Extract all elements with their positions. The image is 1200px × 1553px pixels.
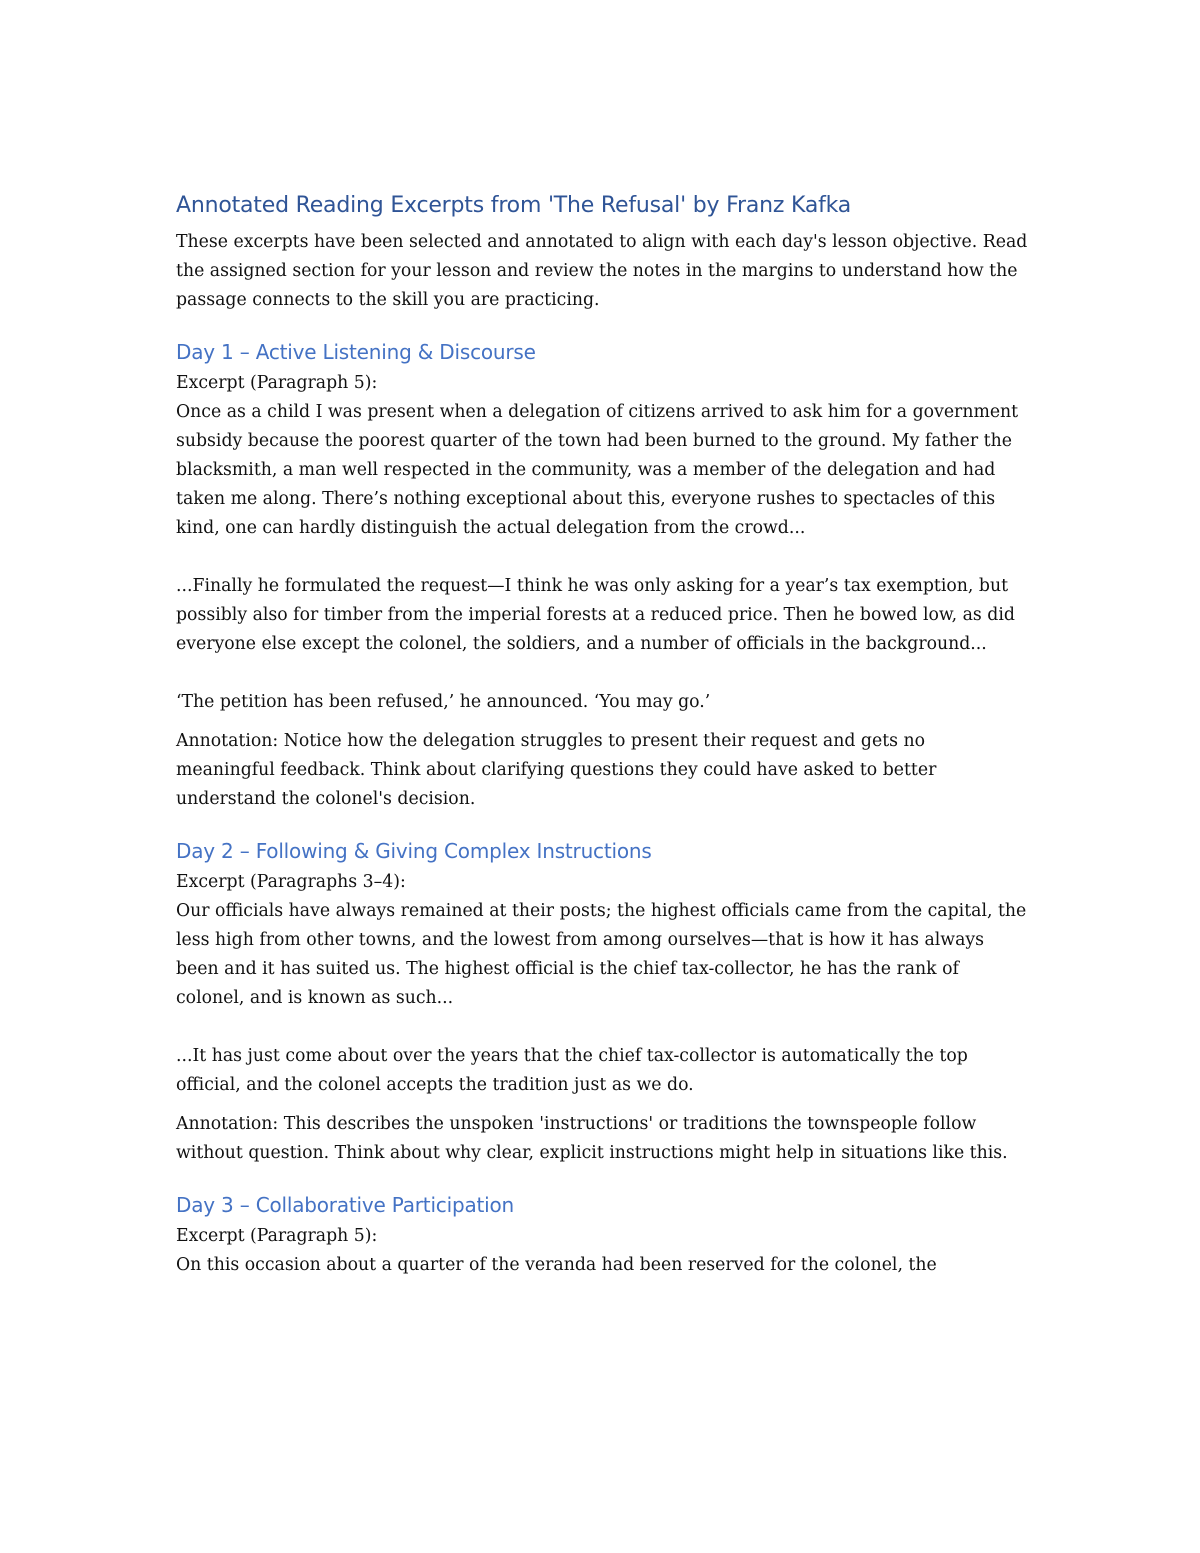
day-2-excerpt-label: Excerpt (Paragraphs 3–4): bbox=[176, 872, 406, 892]
day-1-excerpt-paragraph-2: ...Finally he formulated the request—I think he was only asking for a year’s tax exemption, but possibly also for timber from the imperial forests at a reduced price. Then he bowed low, as did everyone else except the colonel, the soldiers, and a number of officials in the background... bbox=[176, 576, 1015, 654]
day-1-excerpt-paragraph-1: Once as a child I was present when a delegation of citizens arrived to ask him for a government subsidy because the poorest quarter of the town had been burned to the ground. My father the blacksmith, a man well respected in the community, was a member of the delegation and had taken me along. There’s nothing exceptional about this, everyone rushes to spectacles of this kind, one can hardly distinguish the actual delegation from the crowd... bbox=[176, 402, 1019, 538]
day-3-excerpt-label: Excerpt (Paragraph 5): bbox=[176, 1226, 378, 1246]
day-2-excerpt-paragraph-1: Our officials have always remained at their posts; the highest officials came from the capital, the less high from other towns, and the lowest from among ourselves—that is how it has always been and it has suited us. The highest official is the chief tax-collector, he has the rank of colonel, and is known as such... bbox=[176, 901, 1027, 1008]
document-page bbox=[176, 190, 1028, 1309]
day-3-heading: Day 3 – Collaborative Participation bbox=[176, 1193, 515, 1217]
day-1-heading: Day 1 – Active Listening & Discourse bbox=[176, 340, 536, 364]
day-1-section bbox=[176, 337, 1028, 814]
day-2-annotation: Annotation: This describes the unspoken 'instructions' or traditions the townspeople follow without question. Think about why clear, explicit instructions might help in situations like this. bbox=[176, 1114, 1008, 1163]
day-1-excerpt-label: Excerpt (Paragraph 5): bbox=[176, 373, 378, 393]
day-3-excerpt-paragraph-1: On this occasion about a quarter of the veranda had been reserved for the colonel, the bbox=[176, 1255, 937, 1275]
day-2-excerpt-paragraph-2: ...It has just come about over the years that the chief tax-collector is automatically the top official, and the colonel accepts the tradition just as we do. bbox=[176, 1046, 968, 1095]
day-3-section bbox=[176, 1190, 1028, 1280]
day-1-excerpt-paragraph-3: ‘The petition has been refused,’ he announced. ‘You may go.’ bbox=[176, 692, 711, 712]
intro-paragraph: These excerpts have been selected and annotated to align with each day's lesson objective. Read the assigned section for your lesson and review the notes in the margins to understand how the passage connects to the skill you are practicing. bbox=[176, 232, 1028, 310]
day-2-section bbox=[176, 836, 1028, 1168]
document-title: Annotated Reading Excerpts from 'The Refusal' by Franz Kafka bbox=[176, 193, 852, 218]
day-1-annotation: Annotation: Notice how the delegation struggles to present their request and gets no meaningful feedback. Think about clarifying questions they could have asked to better understand the colonel's decision. bbox=[176, 731, 937, 809]
day-2-heading: Day 2 – Following & Giving Complex Instructions bbox=[176, 839, 652, 863]
